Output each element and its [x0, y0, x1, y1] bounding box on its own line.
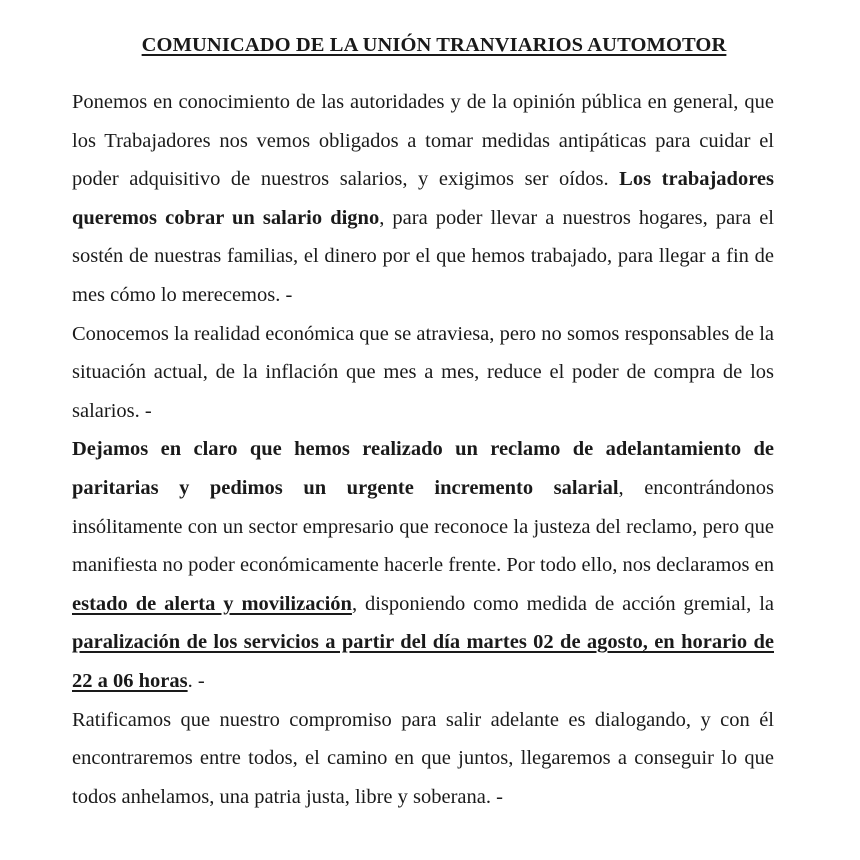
paragraph-3-text-c: . -: [187, 669, 205, 692]
paragraph-3-bold-statement: Dejamos en claro que hemos realizado un reclamo de adelantamiento de paritarias y pedimos un urgente incremento salarial: [72, 438, 774, 499]
document-body: [72, 83, 774, 816]
paragraph-3: [72, 430, 774, 700]
paragraph-3-text-b: , disponiendo como medida de acción gremial, la: [351, 592, 774, 615]
paragraph-1-text-a: Ponemos en conocimiento de las autoridades y de la opinión pública en general, que los Trabajadores nos vemos obligados a tomar medidas antipáticas para cuidar el poder adquisitivo de nuestros salarios, y exigimos ser oídos.: [72, 91, 774, 191]
paragraph-1-text-b: , para poder llevar a nuestros hogares, para el sostén de nuestras familias, el dinero por el que hemos trabajado, para llegar a fin de mes cómo lo merecemos. -: [72, 206, 774, 306]
paragraph-4: Ratificamos que nuestro compromiso para salir adelante es dialogando, y con él encontraremos entre todos, el camino en que juntos, llegaremos a conseguir lo que todos anhelamos, una patria justa, libre y soberana. -: [72, 708, 774, 808]
paragraph-1-bold-statement: Los trabajadores queremos cobrar un salario digno: [72, 168, 774, 229]
document-title: COMUNICADO DE LA UNIÓN TRANVIARIOS AUTOMOTOR: [141, 34, 727, 56]
paragraph-1: [72, 83, 774, 315]
paragraph-2: Conocemos la realidad económica que se atraviesa, pero no somos responsables de la situación actual, de la inflación que mes a mes, reduce el poder de compra de los salarios. -: [72, 322, 774, 422]
strike-notice-text: paralización de los servicios a partir del día martes 02 de agosto, en horario de 22 a 06 horas: [72, 631, 774, 692]
alert-status-text: estado de alerta y movilización: [72, 592, 352, 615]
paragraph-3-text-a: , encontrándonos insólitamente con un sector empresario que reconoce la justeza del reclamo, pero que manifiesta no poder económicamente hacerle frente. Por todo ello, nos declaramos en: [72, 476, 774, 577]
